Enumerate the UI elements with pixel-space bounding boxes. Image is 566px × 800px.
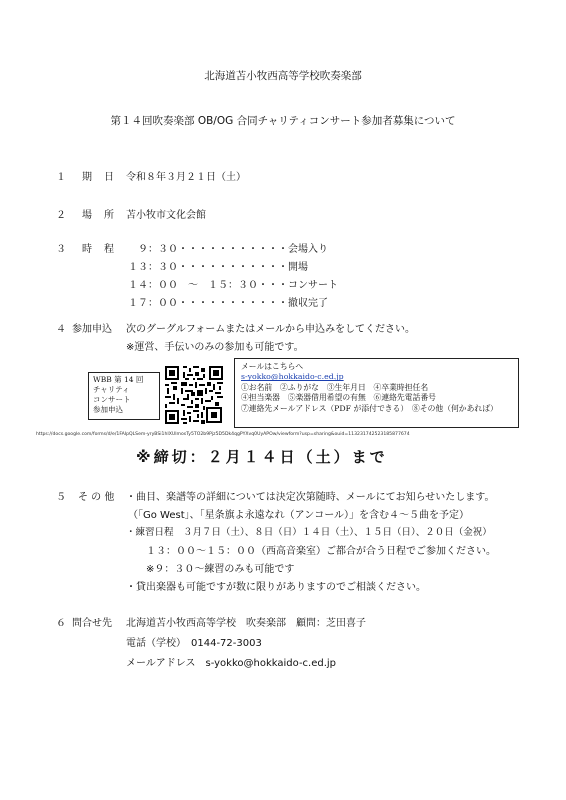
form-box-line: 参加申込: [93, 405, 123, 414]
qr-code-icon[interactable]: [165, 366, 223, 424]
section-3-number: ３: [56, 244, 66, 255]
schedule-row: １４：００ ～ １５：３０・・・コンサート: [128, 280, 338, 291]
support-note: ※運営、手伝いのみの参加も可能です。: [126, 342, 304, 353]
section-1-date: 令和８年３月２１日（土）: [126, 172, 246, 183]
schedule-row: １７：００・・・・・・・・・・・撤収完了: [128, 298, 328, 309]
schedule-row: １３：３０・・・・・・・・・・・開場: [128, 262, 308, 273]
mail-required-items: ④担当楽器 ⑤楽器借用希望の有無 ⑥連絡先電話番号: [241, 393, 436, 403]
section-4-label: 参加申込: [72, 324, 112, 335]
mail-address-link[interactable]: s-yokko@hokkaido-c.ed.jp: [241, 372, 344, 382]
practice-schedule-line: ・練習日程 ３月７日（土）、８日（日）１４日（土）、１５日（日）、２０日（金祝）: [126, 527, 492, 538]
section-5-number: ５: [56, 492, 66, 503]
form-box-line: コンサート: [93, 395, 131, 404]
mail-required-items: ①お名前 ②ふりがな ③生年月日 ④卒業時担任名: [241, 382, 429, 392]
section-6-number: ６: [56, 618, 66, 629]
other-info-line: （「Go West」、「星条旗よ永遠なれ（アンコール）」を含む４～５曲を予定）: [128, 510, 470, 521]
contact-line: 北海道苫小牧西高等学校 吹奏楽部 顧問：芝田喜子: [126, 618, 366, 629]
mail-box-heading: メールはこちらへ: [241, 362, 304, 371]
deadline-notice: ※締切：２月１４日（土）まで: [136, 448, 388, 466]
contact-email: メールアドレス s-yokko@hokkaido-c.ed.jp: [126, 658, 337, 669]
form-box-line: WBB 第 14 回: [93, 375, 144, 384]
contact-phone: 電話（学校） 0144-72-3003: [126, 638, 262, 649]
section-4-number: ４: [56, 324, 66, 335]
google-form-url-link[interactable]: https://docs.google.com/forms/d/e/1FAIpQLSem-yryBSi1hIXUlmosTy5TO2b9Pjz5D5Dk4qgPYXvq0UyAPOw/viewform?usp=sharing&ouid=113231742523185877674: [36, 432, 410, 437]
practice-note-line: ※９：３０～練習のみも可能です: [136, 564, 295, 575]
school-title: 北海道苫小牧西高等学校吹奏楽部: [204, 70, 362, 82]
section-5-label: そ の 他: [78, 492, 115, 503]
document-subject: 第１４回吹奏楽部 OB/OG 合同チャリティコンサート参加者募集について: [110, 115, 456, 127]
schedule-row: ９：３０・・・・・・・・・・・会場入り: [128, 244, 328, 255]
section-2-number: ２: [56, 210, 66, 221]
application-instruction: 次のグーグルフォームまたはメールから申込みをしてください。: [126, 324, 415, 335]
other-info-line: ・曲目、楽譜等の詳細については決定次第随時、メールにてお知らせいたします。: [126, 492, 495, 503]
section-1-label: 期 日: [82, 172, 115, 183]
practice-time-line: １３：００～１５：００（西高音楽室）ご都合が合う日程でご参加ください。: [136, 546, 496, 557]
mail-required-items: ⑦連絡先メールアドレス（PDF が添付できる） ⑧その他（何かあれば）: [241, 403, 498, 413]
section-2-venue: 苫小牧市文化会館: [126, 210, 206, 221]
section-6-label: 問合せ先: [72, 618, 112, 629]
instrument-loan-line: ・貸出楽器も可能ですが数に限りがありますのでご相談ください。: [126, 582, 426, 593]
section-1-number: １: [56, 172, 66, 183]
section-3-label: 時 程: [82, 244, 115, 255]
google-form-label-box: [88, 372, 160, 420]
form-box-line: チャリティ: [93, 385, 130, 394]
mail-info-box: [234, 358, 519, 428]
section-2-label: 場 所: [82, 210, 115, 221]
